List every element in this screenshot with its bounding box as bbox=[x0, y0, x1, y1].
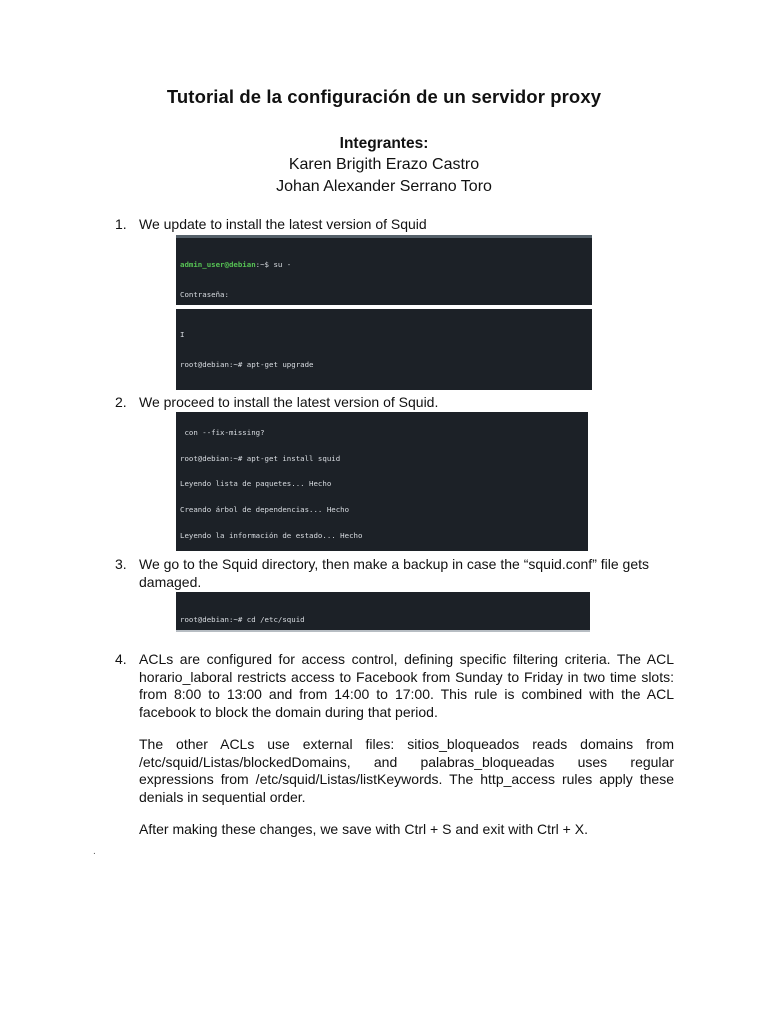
step-text: ACLs are configured for access control, defining specific filtering criteria. The ACL horario_laboral restricts access to Facebook from Sunday to Friday in two time slots: from 8:00 to 13:00 and from 14:00 to 17:00. This rule is combined with the ACL facebook to block the domain during that period. bbox=[139, 651, 674, 720]
step-number: 4. bbox=[115, 651, 127, 667]
terminal-line: Leyendo lista de paquetes... Hecho bbox=[180, 480, 332, 489]
terminal-line: con --fix-missing? bbox=[180, 429, 265, 438]
terminal-line: :~$ su - bbox=[255, 260, 292, 270]
paragraph: The other ACLs use external files: sitios_bloqueados reads domains from /etc/squid/Listas/blockedDomains, and palabras_bloqueadas uses regular expressions from /etc/squid/Listas/listKeywords. The http_access rules apply these denials in sequential order. bbox=[139, 736, 674, 805]
step-number: 3. bbox=[115, 556, 127, 572]
paragraph: After making these changes, we save with Ctrl + S and exit with Ctrl + X. bbox=[139, 821, 588, 837]
terminal-line: root@debian:~# apt-get upgrade bbox=[180, 360, 314, 370]
terminal-line: root@debian:~# cd /etc/squid bbox=[180, 615, 305, 625]
terminal-screenshot-update bbox=[176, 235, 592, 305]
terminal-line: Contraseña: bbox=[180, 290, 229, 300]
terminal-user-prompt: admin_user@debian bbox=[180, 260, 256, 270]
step-text: We go to the Squid directory, then make a backup in case the “squid.conf” file gets damaged. bbox=[139, 556, 649, 590]
step-text: We update to install the latest version of Squid bbox=[139, 216, 427, 232]
terminal-screenshot-install bbox=[176, 412, 588, 551]
step-text: We proceed to install the latest version of Squid. bbox=[139, 394, 439, 410]
terminal-line: root@debian:~# apt-get install squid bbox=[180, 454, 341, 463]
member-name: Karen Brigith Erazo Castro bbox=[288, 156, 480, 173]
step-number: 2. bbox=[115, 394, 127, 410]
document-title: Tutorial de la configuración de un servidor proxy bbox=[166, 86, 602, 107]
terminal-screenshot-cd bbox=[176, 592, 590, 632]
member-name: Johan Alexander Serrano Toro bbox=[276, 178, 492, 195]
terminal-line: Leyendo la información de estado... Hecho bbox=[180, 531, 363, 540]
step-number: 1. bbox=[115, 216, 127, 232]
terminal-screenshot-upgrade bbox=[176, 309, 592, 390]
terminal-line: I bbox=[180, 330, 185, 340]
stray-mark: . bbox=[93, 846, 96, 857]
members-heading: Integrantes: bbox=[339, 135, 429, 152]
terminal-line: Creando árbol de dependencias... Hecho bbox=[180, 506, 350, 515]
